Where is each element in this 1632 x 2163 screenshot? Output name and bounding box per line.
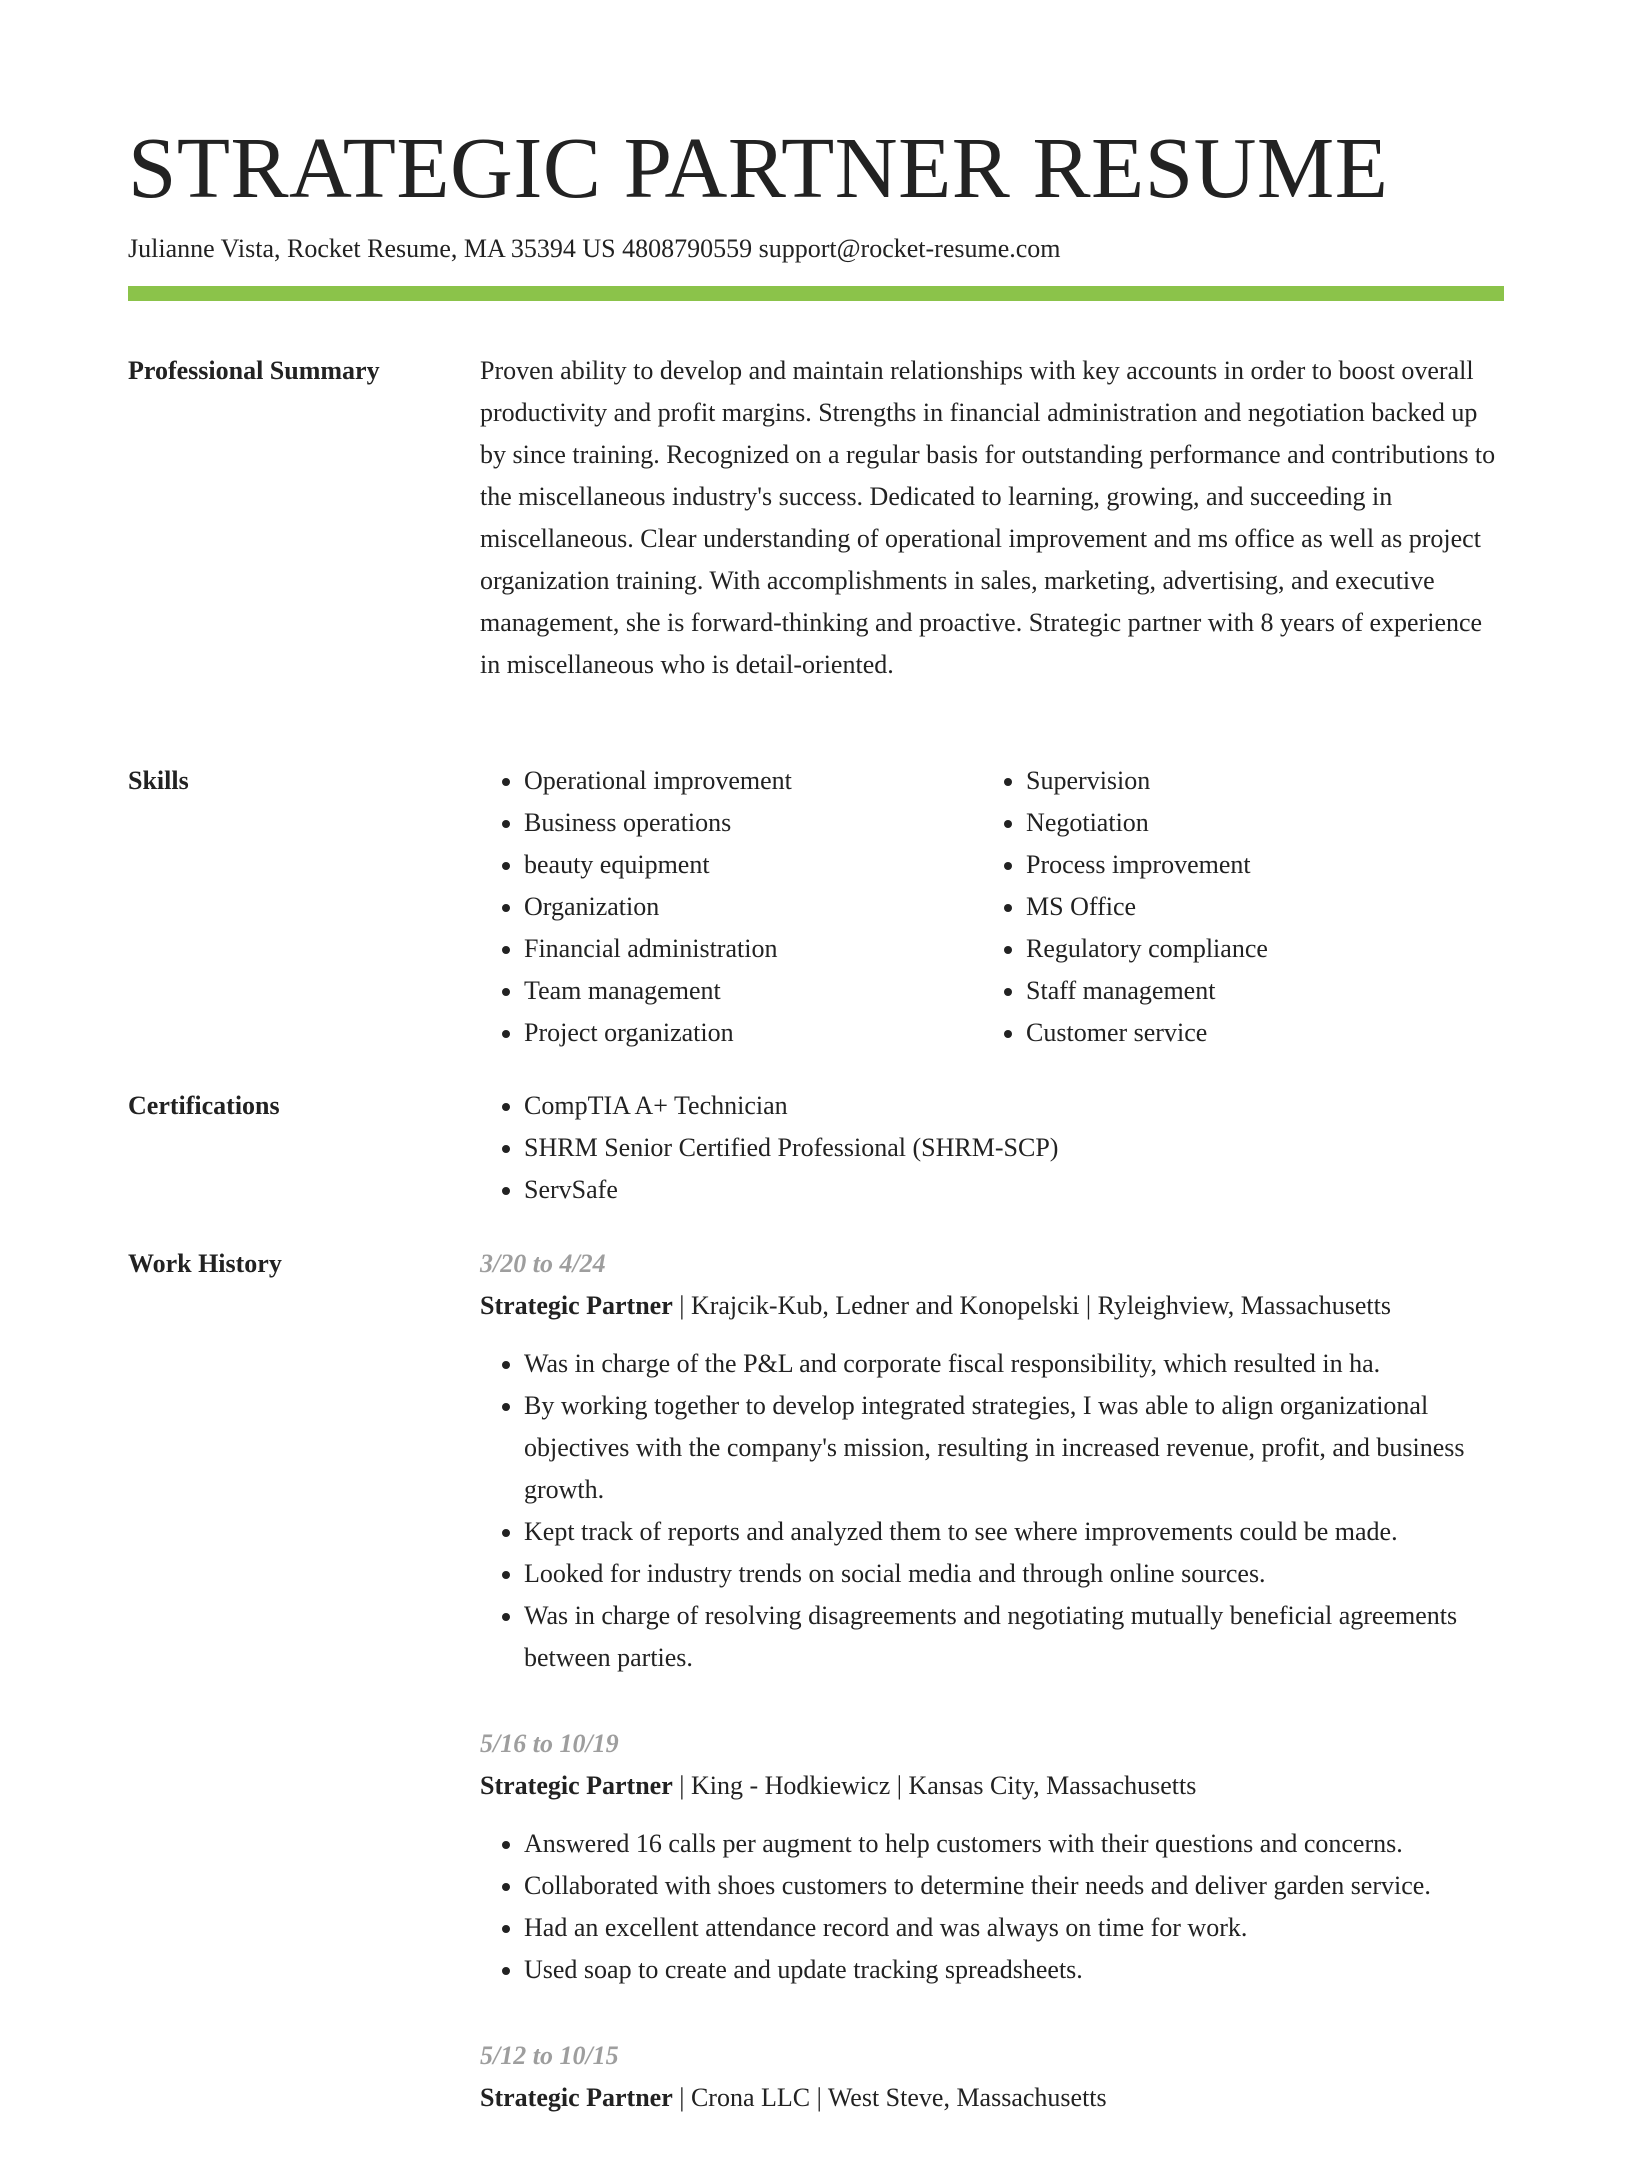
job-bullets xyxy=(480,1823,1504,1991)
job-dates: 5/12 to 10/15 xyxy=(480,2041,619,2070)
certification-item: • CompTIA A+ Technician xyxy=(524,1085,1504,1127)
skill-item: • Operational improvement xyxy=(524,760,982,802)
contact-line: Julianne Vista, Rocket Resume, MA 35394 US 4808790559 support@rocket-resume.com xyxy=(128,234,1061,263)
skill-item: • Organization xyxy=(524,886,982,928)
section-label-skills: Skills xyxy=(128,766,189,795)
job-entry xyxy=(480,1723,1504,1991)
section-label-summary: Professional Summary xyxy=(128,356,380,385)
skill-item: • Team management xyxy=(524,970,982,1012)
job-bullet: • Had an excellent attendance record and was always on time for work. xyxy=(524,1907,1504,1949)
job-dates: 5/16 to 10/19 xyxy=(480,1729,619,1758)
job-bullet: • By working together to develop integrated strategies, I was able to align organizational objectives with the company's mission, resulting in increased revenue, profit, and business growth. xyxy=(524,1385,1504,1511)
skill-item: • Financial administration xyxy=(524,928,982,970)
job-heading xyxy=(480,1765,1504,1807)
job-dates: 3/20 to 4/24 xyxy=(480,1249,606,1278)
accent-divider xyxy=(128,286,1504,301)
skill-item: • Project organization xyxy=(524,1012,982,1054)
job-details: | Krajcik-Kub, Ledner and Konopelski | Ryleighview, Massachusetts xyxy=(672,1291,1391,1320)
certifications-body xyxy=(480,1085,1504,1211)
skill-item: • MS Office xyxy=(1026,886,1504,928)
skills-column-1 xyxy=(480,760,982,1054)
job-role: Strategic Partner xyxy=(480,2083,673,2112)
skill-item: • Customer service xyxy=(1026,1012,1504,1054)
skill-item: • Business operations xyxy=(524,802,982,844)
certification-item: • SHRM Senior Certified Professional (SHRM-SCP) xyxy=(524,1127,1504,1169)
work-history-body xyxy=(480,1243,1504,2163)
summary-body xyxy=(480,350,1504,686)
job-entry xyxy=(480,1243,1504,1679)
job-role: Strategic Partner xyxy=(480,1291,673,1320)
certification-item: • ServSafe xyxy=(524,1169,1504,1211)
job-bullets xyxy=(480,1343,1504,1679)
certifications-list xyxy=(480,1085,1504,1211)
job-details: | Crona LLC | West Steve, Massachusetts xyxy=(672,2083,1107,2112)
job-bullet: • Answered 16 calls per augment to help customers with their questions and concerns. xyxy=(524,1823,1504,1865)
job-heading xyxy=(480,1285,1504,1327)
summary-text: Proven ability to develop and maintain relationships with key accounts in order to boost overall productivity and profit margins. Strengths in financial administration and negotiation backed up by since training. Recognized on a regular basis for outstanding performance and contributions to the miscellaneous industry's success. Dedicated to learning, growing, and succeeding in miscellaneous. Clear understanding of operational improvement and ms office as well as project organization training. With accomplishments in sales, marketing, advertising, and executive management, she is forward-thinking and proactive. Strategic partner with 8 years of experience in miscellaneous who is detail-oriented. xyxy=(480,356,1496,679)
section-label-work-history: Work History xyxy=(128,1249,282,1278)
job-bullet: • Was in charge of resolving disagreements and negotiating mutually beneficial agreements between parties. xyxy=(524,1595,1504,1679)
section-label-certifications: Certifications xyxy=(128,1091,280,1120)
job-bullet: • Kept track of reports and analyzed them to see where improvements could be made. xyxy=(524,1511,1504,1553)
skills-body xyxy=(480,760,1504,1054)
skill-item: • Staff management xyxy=(1026,970,1504,1012)
skill-item: • Process improvement xyxy=(1026,844,1504,886)
job-heading xyxy=(480,2077,1504,2119)
job-bullet: • Was in charge of the P&L and corporate fiscal responsibility, which resulted in ha. xyxy=(524,1343,1504,1385)
skills-column-2 xyxy=(982,760,1504,1054)
skill-item: • Negotiation xyxy=(1026,802,1504,844)
job-bullet: • Collaborated with shoes customers to determine their needs and deliver garden service. xyxy=(524,1865,1504,1907)
job-entry xyxy=(480,2035,1504,2119)
job-details: | King - Hodkiewicz | Kansas City, Massachusetts xyxy=(672,1771,1197,1800)
skill-item: • beauty equipment xyxy=(524,844,982,886)
page-title: STRATEGIC PARTNER RESUME xyxy=(128,119,1389,216)
skill-item: • Regulatory compliance xyxy=(1026,928,1504,970)
skill-item: • Supervision xyxy=(1026,760,1504,802)
job-bullet: • Used soap to create and update tracking spreadsheets. xyxy=(524,1949,1504,1991)
job-bullet: • Looked for industry trends on social media and through online sources. xyxy=(524,1553,1504,1595)
job-role: Strategic Partner xyxy=(480,1771,673,1800)
